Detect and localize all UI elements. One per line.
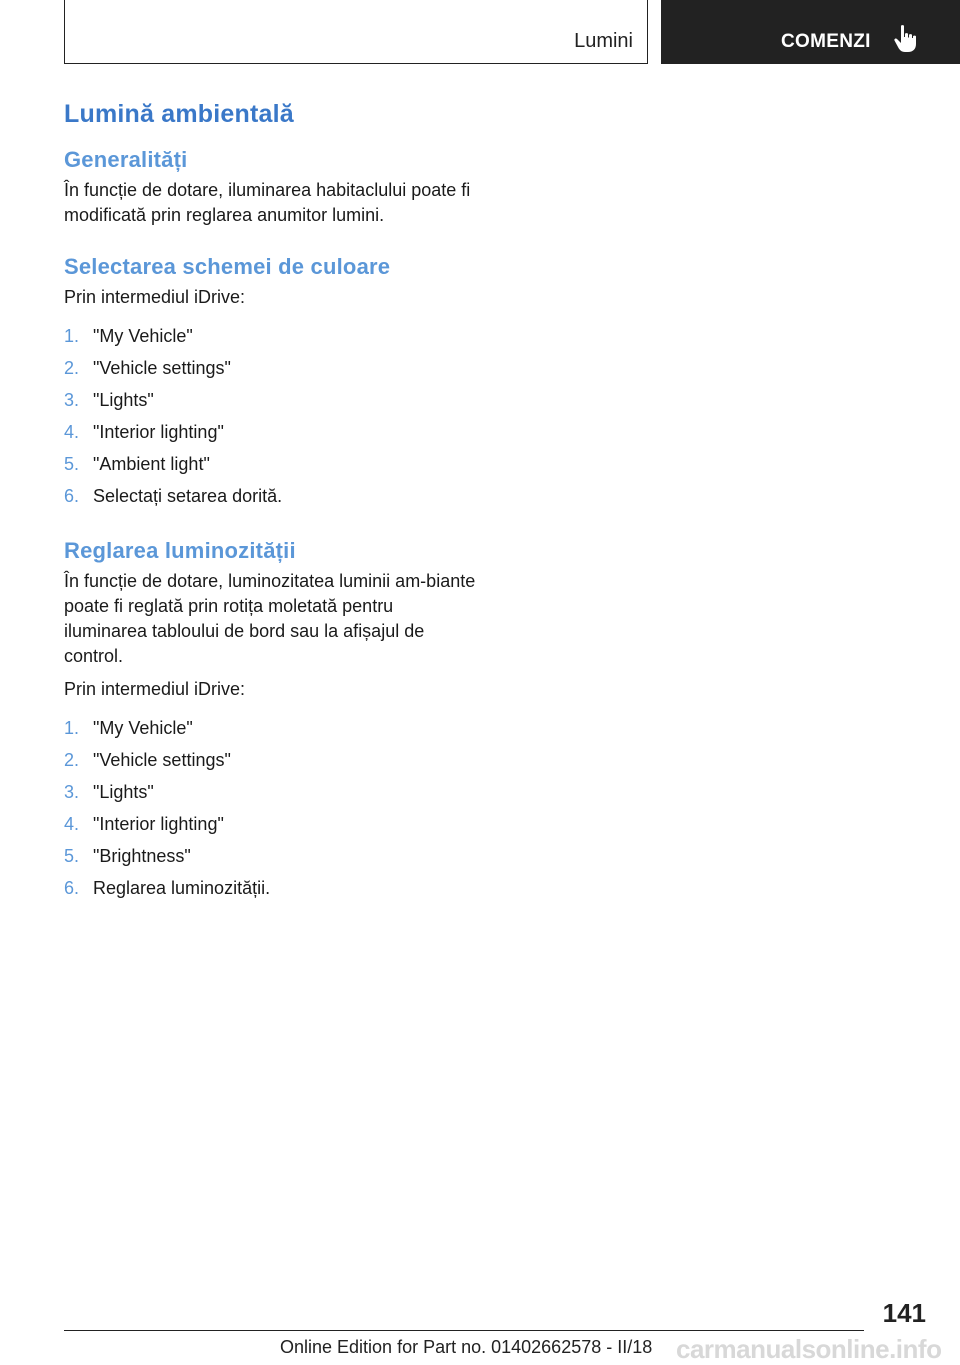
page-title: Lumină ambientală <box>64 100 294 128</box>
page-number: 141 <box>882 1298 926 1328</box>
list-item <box>64 384 504 416</box>
list-item <box>64 744 504 776</box>
list-item <box>64 416 504 448</box>
watermark: carmanualsonline.info <box>676 1334 942 1364</box>
step-text: "Brightness" <box>93 846 191 866</box>
step-number: 5. <box>64 846 80 866</box>
footer-divider <box>64 1330 864 1331</box>
step-text: "My Vehicle" <box>93 718 193 738</box>
paragraph: Prin intermediul iDrive: <box>64 287 246 307</box>
step-list <box>64 712 504 904</box>
step-number: 6. <box>64 878 80 898</box>
list-item <box>64 448 504 480</box>
step-number: 2. <box>64 750 80 770</box>
step-text: "Lights" <box>93 782 154 802</box>
list-item <box>64 352 504 384</box>
list-item <box>64 808 504 840</box>
list-item <box>64 776 504 808</box>
step-list <box>64 320 504 512</box>
footer-edition: Online Edition for Part no. 01402662578 - II/18 <box>280 1337 653 1357</box>
step-text: "Lights" <box>93 390 154 410</box>
header-chapter-title: COMENZI <box>781 31 871 52</box>
list-item <box>64 320 504 352</box>
section-heading: Generalități <box>64 147 188 172</box>
header-section-title: Lumini <box>574 30 633 52</box>
list-item <box>64 840 504 872</box>
paragraph: Prin intermediul iDrive: <box>64 679 246 699</box>
step-text: Reglarea luminozității. <box>93 878 271 898</box>
step-number: 4. <box>64 422 80 442</box>
step-number: 6. <box>64 486 80 506</box>
step-text: "Interior lighting" <box>93 814 224 834</box>
list-item <box>64 480 504 512</box>
step-number: 3. <box>64 782 80 802</box>
step-text: "Vehicle settings" <box>93 358 231 378</box>
pointing-hand-icon <box>893 24 919 54</box>
step-text: "My Vehicle" <box>93 326 193 346</box>
paragraph: În funcție de dotare, iluminarea habitaclului poate fi modificată prin reglarea anumitor lumini. <box>64 180 471 225</box>
main-content <box>64 100 504 904</box>
list-item <box>64 712 504 744</box>
step-text: "Vehicle settings" <box>93 750 231 770</box>
step-number: 4. <box>64 814 80 834</box>
header-section-box <box>64 0 648 64</box>
header-chapter-box <box>661 0 960 64</box>
section-heading: Selectarea schemei de culoare <box>64 254 391 279</box>
step-number: 5. <box>64 454 80 474</box>
step-text: "Ambient light" <box>93 454 210 474</box>
paragraph: În funcție de dotare, luminozitatea luminii am-biante poate fi reglată prin rotița moletată pentru iluminarea tabloului de bord sau la afișajul de control. <box>64 571 476 666</box>
list-item <box>64 872 504 904</box>
step-text: Selectați setarea dorită. <box>93 486 283 506</box>
step-number: 1. <box>64 326 80 346</box>
step-number: 3. <box>64 390 80 410</box>
step-number: 1. <box>64 718 80 738</box>
section-heading: Reglarea luminozității <box>64 538 296 563</box>
step-text: "Interior lighting" <box>93 422 224 442</box>
step-number: 2. <box>64 358 80 378</box>
